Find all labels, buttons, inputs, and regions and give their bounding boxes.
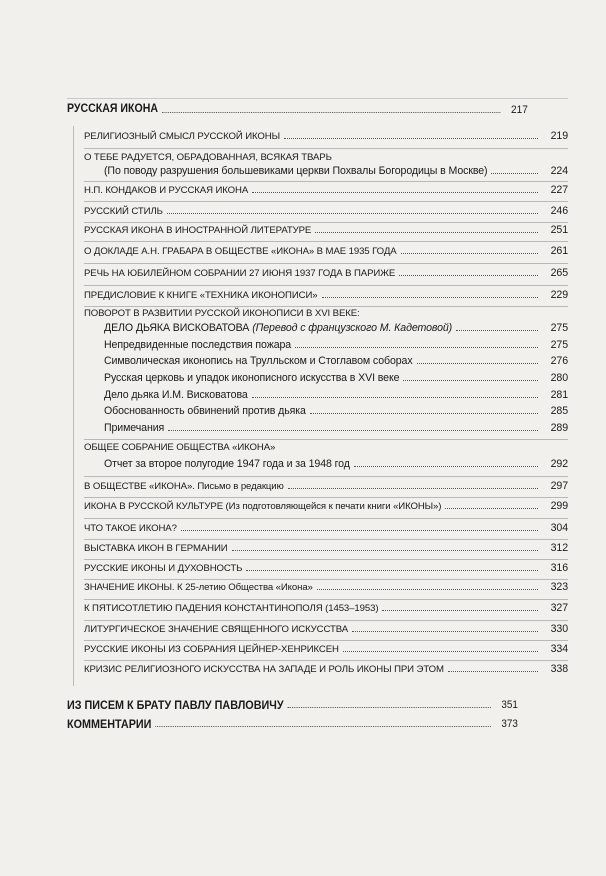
leader-dots bbox=[167, 213, 538, 214]
toc-entry[interactable] bbox=[84, 603, 568, 614]
toc-entry-page: 219 bbox=[550, 130, 568, 142]
toc-entry[interactable] bbox=[84, 523, 568, 534]
entry-separator bbox=[84, 660, 568, 661]
toc-entry-title: ИЗ ПИСЕМ К БРАТУ ПАВЛУ ПАВЛОВИЧУ bbox=[67, 698, 284, 712]
toc-entry-page: 292 bbox=[550, 458, 568, 470]
toc-entry-title: РУССКАЯ ИКОНА В ИНОСТРАННОЙ ЛИТЕРАТУРЕ bbox=[84, 225, 312, 236]
toc-entry-title: Н.П. КОНДАКОВ И РУССКАЯ ИКОНА bbox=[84, 185, 249, 196]
leader-dots bbox=[456, 330, 538, 331]
toc-entry-title: РУССКИЙ СТИЛЬ bbox=[84, 206, 163, 217]
toc-entry-title: ИКОНА В РУССКОЙ КУЛЬТУРЕ (Из подготовляющейся к печати книги «ИКОНЫ») bbox=[84, 501, 442, 512]
toc-entry[interactable] bbox=[84, 501, 568, 512]
toc-entry-title: Непредвиденные последствия пожара bbox=[104, 339, 292, 351]
toc-entry-title: (По поводу разрушения большевиками церкви Похвалы Богородицы в Москве) bbox=[104, 165, 488, 177]
leader-dots bbox=[232, 550, 538, 551]
entry-separator bbox=[84, 599, 568, 600]
toc-subentry[interactable] bbox=[104, 459, 568, 470]
leader-dots bbox=[343, 651, 538, 652]
toc-entry-main[interactable] bbox=[67, 104, 528, 116]
entry-separator bbox=[84, 181, 568, 182]
toc-entry-page: 246 bbox=[550, 205, 568, 217]
toc-entry[interactable] bbox=[84, 309, 568, 319]
toc-subentry[interactable] bbox=[104, 390, 568, 401]
entry-separator bbox=[84, 201, 568, 202]
toc-entry-page: 265 bbox=[550, 267, 568, 279]
toc-entry-title: О ДОКЛАДЕ А.Н. ГРАБАРА В ОБЩЕСТВЕ «ИКОНА» В МАЕ 1935 ГОДА bbox=[84, 246, 397, 257]
toc-entry[interactable] bbox=[84, 582, 568, 593]
toc-entry-title: К ПЯТИСОТЛЕТИЮ ПАДЕНИЯ КОНСТАНТИНОПОЛЯ (1453–1953) bbox=[84, 603, 379, 614]
leader-dots bbox=[315, 232, 538, 233]
toc-entry-page: 304 bbox=[550, 522, 568, 534]
toc-entry[interactable] bbox=[84, 664, 568, 675]
entry-separator bbox=[84, 620, 568, 621]
toc-entry-page: 289 bbox=[550, 422, 568, 434]
leader-dots bbox=[445, 508, 538, 509]
entry-separator bbox=[84, 222, 568, 223]
toc-entry-title: ПОВОРОТ В РАЗВИТИИ РУССКОЙ ИКОНОПИСИ В XVI ВЕКЕ: bbox=[84, 308, 360, 319]
toc-subentry[interactable] bbox=[104, 373, 568, 384]
entry-separator bbox=[84, 497, 568, 498]
toc-entry-title: ЛИТУРГИЧЕСКОЕ ЗНАЧЕНИЕ СВЯЩЕННОГО ИСКУССТВА bbox=[84, 624, 349, 635]
toc-entry-page: 338 bbox=[550, 663, 568, 675]
toc-entry[interactable] bbox=[84, 131, 568, 142]
toc-entry[interactable] bbox=[84, 268, 568, 279]
entry-separator bbox=[84, 439, 568, 440]
toc-entry-title: ЧТО ТАКОЕ ИКОНА? bbox=[84, 523, 177, 534]
toc-entry-title: КОММЕНТАРИИ bbox=[67, 717, 152, 731]
toc-entry-title: РУССКИЕ ИКОНЫ ИЗ СОБРАНИЯ ЦЕЙНЕР-ХЕНРИКСЕН bbox=[84, 644, 339, 655]
toc-entry-title: Русская церковь и упадок иконописного искусства в XVI веке bbox=[104, 372, 400, 384]
leader-dots bbox=[252, 192, 538, 193]
toc-entry-title: ВЫСТАВКА ИКОН В ГЕРМАНИИ bbox=[84, 543, 228, 554]
toc-entry-title: РУССКИЕ ИКОНЫ И ДУХОВНОСТЬ bbox=[84, 563, 243, 574]
entry-separator bbox=[84, 579, 568, 580]
entry-separator bbox=[84, 640, 568, 641]
toc-entry-title: КРИЗИС РЕЛИГИОЗНОГО ИСКУССТВА НА ЗАПАДЕ И РОЛЬ ИКОНЫ ПРИ ЭТОМ bbox=[84, 664, 444, 675]
entry-separator bbox=[84, 306, 568, 307]
toc-entry-title: О ТЕБЕ РАДУЕТСЯ, ОБРАДОВАННАЯ, ВСЯКАЯ ТВАРЬ bbox=[84, 152, 332, 163]
toc-entry-comments[interactable] bbox=[67, 718, 518, 730]
toc-subentry[interactable] bbox=[104, 423, 568, 434]
toc-entry[interactable] bbox=[84, 443, 568, 453]
toc-entry-page: 275 bbox=[550, 322, 568, 334]
leader-dots bbox=[288, 488, 538, 489]
toc-entry-title: Обоснованность обвинений против дьяка bbox=[104, 405, 306, 417]
leader-dots bbox=[417, 363, 538, 364]
leader-dots bbox=[491, 173, 538, 174]
entry-separator bbox=[84, 539, 568, 540]
toc-entry-page: 224 bbox=[550, 165, 568, 177]
entry-separator bbox=[84, 263, 568, 264]
toc-entry-page: 261 bbox=[550, 245, 568, 257]
leader-dots bbox=[252, 397, 538, 398]
toc-entry-page: 299 bbox=[550, 500, 568, 512]
entry-separator bbox=[84, 241, 568, 242]
leader-dots bbox=[403, 380, 538, 381]
leader-dots bbox=[181, 530, 538, 531]
section-vertical-rule bbox=[73, 126, 74, 686]
leader-dots bbox=[310, 413, 538, 414]
toc-entry[interactable] bbox=[84, 543, 568, 554]
toc-entry-title: Примечания bbox=[104, 422, 165, 434]
toc-entry-page: 327 bbox=[550, 602, 568, 614]
leader-dots bbox=[246, 570, 538, 571]
toc-subentry[interactable] bbox=[104, 340, 568, 351]
toc-entry[interactable] bbox=[84, 481, 568, 492]
toc-entry-page: 275 bbox=[550, 339, 568, 351]
toc-entry-title: Символическая иконопись на Трулльском и Стоглавом соборах bbox=[104, 355, 413, 367]
toc-entry[interactable] bbox=[84, 290, 568, 301]
toc-entry[interactable] bbox=[84, 624, 568, 635]
toc-entry-page: 276 bbox=[550, 355, 568, 367]
toc-entry-page: 281 bbox=[550, 389, 568, 401]
leader-dots bbox=[317, 589, 538, 590]
toc-entry-page: 227 bbox=[550, 184, 568, 196]
toc-entry-title: ПРЕДИСЛОВИЕ К КНИГЕ «ТЕХНИКА ИКОНОПИСИ» bbox=[84, 290, 318, 301]
leader-dots bbox=[295, 347, 538, 348]
leader-dots bbox=[354, 466, 538, 467]
toc-subentry[interactable] bbox=[104, 406, 568, 417]
entry-separator bbox=[84, 476, 568, 477]
toc-entry-page: 217 bbox=[511, 103, 528, 116]
toc-entry-page: 334 bbox=[550, 643, 568, 655]
toc-entry-note: (Перевод с французского М. Кадетовой) bbox=[252, 322, 453, 334]
toc-entry[interactable] bbox=[84, 644, 568, 655]
toc-subentry[interactable] bbox=[104, 323, 568, 334]
toc-entry-page: 251 bbox=[550, 224, 568, 236]
toc-entry-page: 280 bbox=[550, 372, 568, 384]
entry-separator bbox=[84, 148, 568, 149]
leader-dots bbox=[155, 726, 491, 727]
toc-entry-subtitle[interactable] bbox=[104, 166, 568, 177]
toc-entry[interactable] bbox=[84, 225, 568, 236]
toc-entry-page: 316 bbox=[550, 562, 568, 574]
leader-dots bbox=[352, 631, 538, 632]
toc-entry-page: 323 bbox=[550, 581, 568, 593]
leader-dots bbox=[322, 297, 539, 298]
leader-dots bbox=[284, 138, 538, 139]
toc-entry[interactable] bbox=[84, 185, 568, 196]
leader-dots bbox=[382, 610, 538, 611]
toc-entry-title: Дело дьяка И.М. Висковатова bbox=[104, 389, 248, 401]
leader-dots bbox=[287, 707, 491, 708]
toc-entry[interactable] bbox=[84, 563, 568, 574]
toc-entry-title: РЕЛИГИОЗНЫЙ СМЫСЛ РУССКОЙ ИКОНЫ bbox=[84, 131, 280, 142]
toc-entry-title: В ОБЩЕСТВЕ «ИКОНА». Письмо в редакцию bbox=[84, 481, 284, 492]
toc-entry-page: 373 bbox=[501, 718, 518, 730]
toc-entry-page: 297 bbox=[550, 480, 568, 492]
entry-separator bbox=[84, 285, 568, 286]
toc-entry[interactable] bbox=[84, 153, 568, 163]
entry-separator bbox=[84, 518, 568, 519]
toc-entry-title: ДЕЛО ДЬЯКА ВИСКОВАТОВА bbox=[104, 322, 250, 334]
toc-entry[interactable] bbox=[84, 246, 568, 257]
toc-entry-page: 312 bbox=[550, 542, 568, 554]
toc-entry-page: 285 bbox=[550, 405, 568, 417]
toc-entry[interactable] bbox=[84, 206, 568, 217]
leader-dots bbox=[448, 671, 538, 672]
toc-entry-page: 351 bbox=[501, 699, 518, 711]
entry-separator bbox=[84, 559, 568, 560]
toc-subentry[interactable] bbox=[104, 356, 568, 367]
leader-dots bbox=[168, 430, 538, 431]
toc-entry-page: 330 bbox=[550, 623, 568, 635]
leader-dots bbox=[401, 253, 538, 254]
toc-entry-title: РЕЧЬ НА ЮБИЛЕЙНОМ СОБРАНИИ 27 ИЮНЯ 1937 ГОДА В ПАРИЖЕ bbox=[84, 268, 396, 279]
toc-entry-page: 229 bbox=[550, 289, 568, 301]
toc-entry-title: РУССКАЯ ИКОНА bbox=[67, 103, 159, 115]
leader-dots bbox=[162, 112, 501, 113]
toc-entry-title: ЗНАЧЕНИЕ ИКОНЫ. К 25-летию Общества «Икона» bbox=[84, 582, 313, 593]
leader-dots bbox=[399, 275, 538, 276]
top-rule bbox=[67, 98, 568, 99]
toc-entry-letters[interactable] bbox=[67, 699, 518, 711]
toc-entry-title: Отчет за второе полугодие 1947 года и за 1948 год bbox=[104, 458, 350, 470]
toc-entry-title: ОБЩЕЕ СОБРАНИЕ ОБЩЕСТВА «ИКОНА» bbox=[84, 442, 276, 453]
